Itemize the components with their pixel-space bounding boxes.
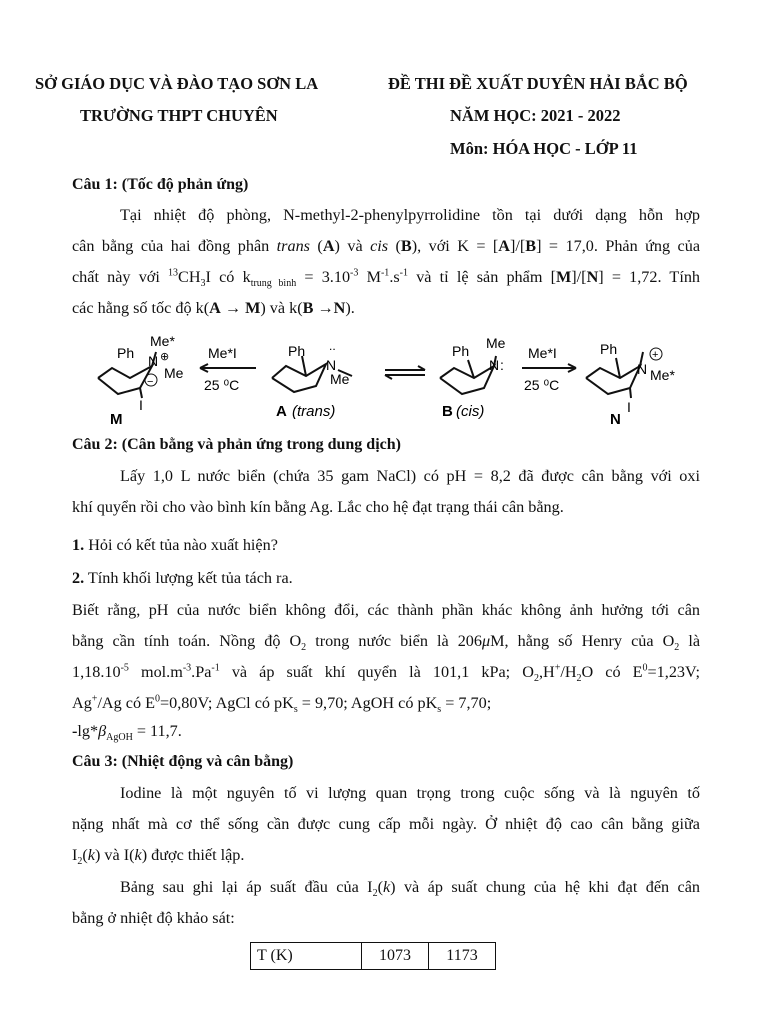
q2-beta: $-\lg*\beta_{AgOH} = 11,7$. [72,722,182,744]
N-ph: Ph [600,341,618,357]
M-me: Me [164,365,184,381]
ring-B [440,366,494,394]
ring-A [272,364,326,392]
N-nitrogen: N [637,361,648,377]
temp-left: 25 ⁰C [204,377,240,393]
svg-text:−: − [147,376,154,388]
school-department: SỞ GIÁO DỤC VÀ ĐÀO TẠO SƠN LA [35,74,319,93]
label-B-sub: (cis) [456,403,485,420]
B-nitrogen: N [489,357,500,373]
M-nitrogen: N [148,353,159,369]
school-name: TRƯỜNG THPT CHUYÊN [80,106,278,125]
svg-text:+: + [652,349,659,361]
q2-item1: 1. Hỏi có kết tủa nào xuất hiện? [72,536,278,554]
label-B: B [442,403,453,420]
N-iodide: I [627,399,631,415]
temp-right: 25 ⁰C [524,377,560,393]
M-iodide: I [139,397,143,413]
svg-text:⊕: ⊕ [160,351,170,363]
A-me: Me [330,371,350,387]
q1-title: Câu 1: (Tốc độ phản ứng) [72,176,249,193]
table-header-cell: T (K) [251,943,362,970]
reagent-left: Me*I [208,345,237,361]
subject: Môn: HÓA HỌC - LỚP 11 [450,139,638,158]
data-table [250,942,496,970]
B-me: Me [486,335,506,351]
label-N: N [610,411,621,428]
ring-M [98,366,152,394]
school-year: NĂM HỌC: 2021 - 2022 [450,106,621,125]
q2-body: Lấy 1,0 L nước biển (chứa 35 gam NaCl) có pH = 8,2 đã được cân bằng với oxi khí quyển rồi cho vào bình kín bằng Ag. Lắc cho hệ đạt trạng thái cân bằng. [72,467,700,516]
A-ph: Ph [288,343,306,359]
q3-title: Câu 3: (Nhiệt động và cân bằng) [72,753,294,770]
q1-body: Tại nhiệt độ phòng, N-methyl-2-phenylpyrrolidine tồn tại dưới dạng hỗn hợp cân bằng của hai đồng phân trans (A) và cis (B), với K = [A]/[B] = 17,0. Phản ứng của chất này với $^{13}CH_3I$ có $k_{trung bình} = 3.10^{-3}$ $M^{-1}.s^{-1}$ và tỉ lệ sản phẩm [M]/[N] = 1,72. Tính các hằng số tốc độ k(A → M) và k(B →N). [72,206,701,317]
N-me-star: Me* [650,367,675,383]
label-M: M [110,411,123,428]
B-ph: Ph [452,343,470,359]
table-row [251,943,496,970]
ring-N [586,366,640,394]
table-cell: 1173 [429,943,496,970]
svg-text:..: .. [329,339,336,353]
q2-given: Biết rằng, pH của nước biển không đổi, các thành phần khác không ảnh hưởng tới cân bằng cần tính toán. Nồng độ $O_2$ trong nước biển là 206μM, hằng số Henry của $O_2$ là $1,18.10^{-5}$ $mol.m^{-3}.Pa^{-1}$ và áp suất khí quyển là 101,1 kPa; $O_2,H^+/H_2O$ có $E^0=1,23V$; Ag+/Ag có $E^0=0,80V$; AgCl có $pK_s = 9,70$; AgOH có $pK_s = 7,70$; [72,601,701,716]
reagent-right: Me*I [528,345,557,361]
exam-title: ĐỀ THI ĐỀ XUẤT DUYÊN HẢI BẮC BỘ [388,74,688,93]
svg-text::: : [500,357,504,373]
M-me-star: Me* [150,333,175,349]
reaction-scheme [90,330,690,430]
table-cell: 1073 [362,943,429,970]
q2-item2: 2. Tính khối lượng kết tủa tách ra. [72,569,293,587]
label-A-sub: (trans) [292,403,336,420]
label-A: A [276,403,287,420]
q3-body: Iodine là một nguyên tố vi lượng quan trọng trong cuộc sống và là nguyên tố nặng nhất mà cơ thể sống cần được cung cấp mỗi ngày. Ở nhiệt độ cao cân bằng giữa $I_2(k)$ và I(k) được thiết lập. [72,784,700,868]
q2-title: Câu 2: (Cân bằng và phản ứng trong dung dịch) [72,436,401,453]
M-ph: Ph [117,345,135,361]
A-nitrogen: N [326,357,337,373]
q3-table-intro: Bảng sau ghi lại áp suất đầu của $I_2(k)$ và áp suất chung của hệ khi đạt đến cân bằng ở nhiệt độ khảo sát: [72,878,700,927]
